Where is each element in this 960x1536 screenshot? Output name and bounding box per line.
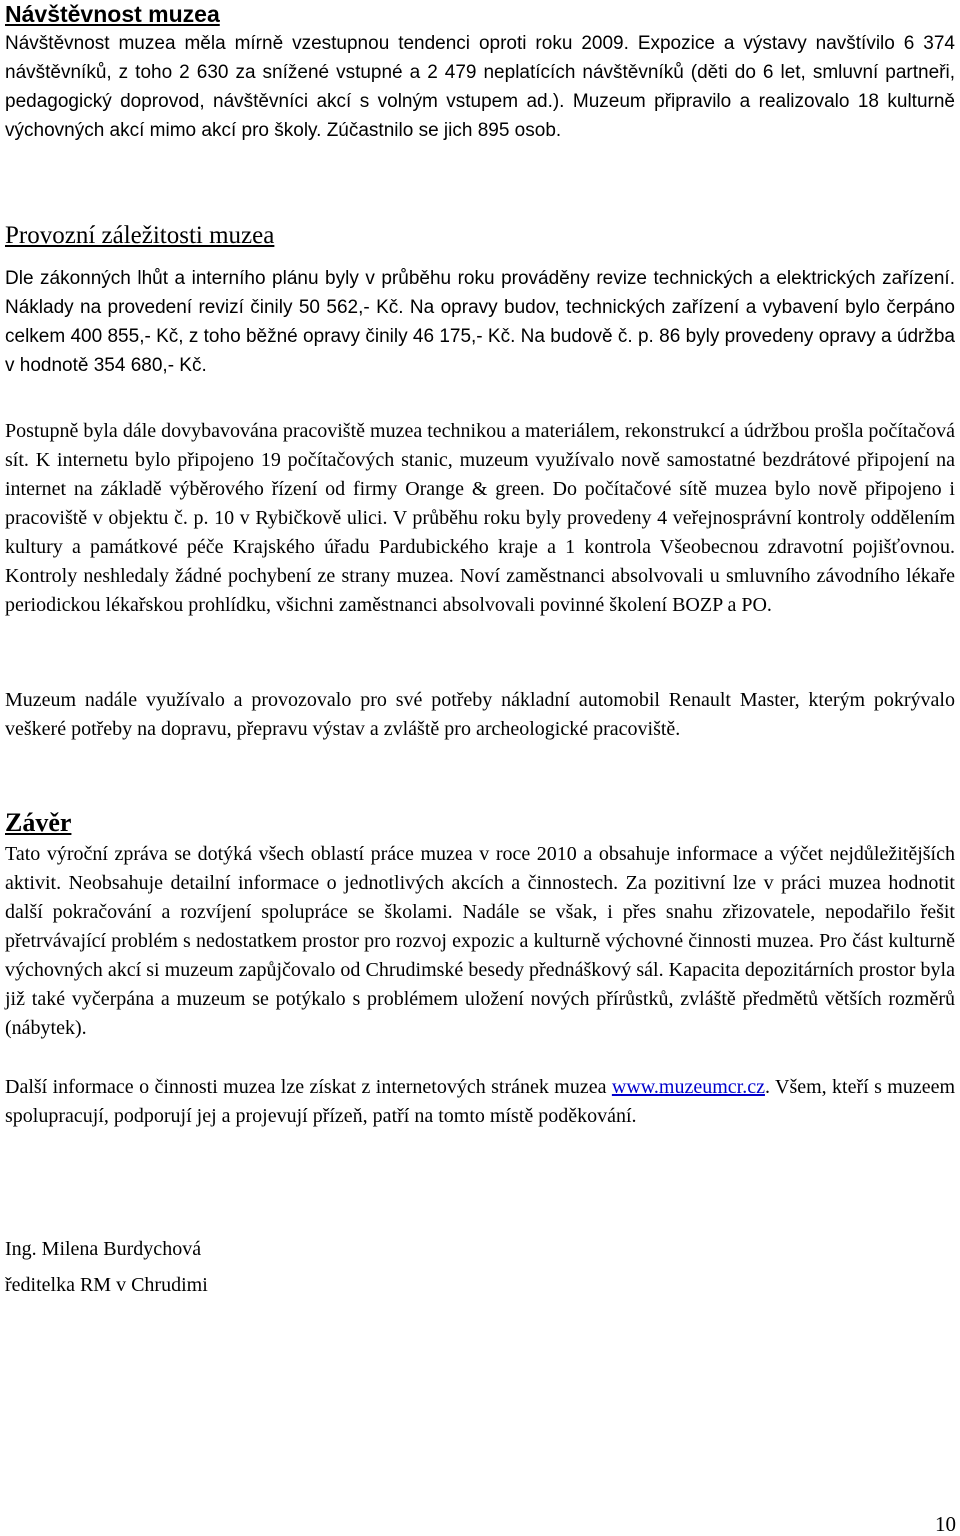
paragraph-provozni-revize: Dle zákonných lhůt a interního plánu byly v průběhu roku prováděny revize technických a elektrických zařízení. Náklady na provedení revizí činily 50 562,- Kč. Na opravy budov, technických zařízení a vybavení bylo čerpáno celkem 400 855,- Kč, z toho běžné opravy činily 46 175,- Kč. Na budově č. p. 86 byly provedeny opravy a údržba v hodnotě 354 680,- Kč. bbox=[5, 268, 955, 376]
signature-title: ředitelka RM v Chrudimi bbox=[5, 1274, 208, 1296]
paragraph-provozni-automobil: Muzeum nadále využívalo a provozovalo pro své potřeby nákladní automobil Renault Master, kterým pokrývalo veškeré potřeby na dopravu, přepravu výstav a zvláště pro archeologické pracoviště. bbox=[5, 689, 955, 740]
paragraph-zaver: Tato výroční zpráva se dotýká všech oblastí práce muzea v roce 2010 a obsahuje informace a výčet nejdůležitějších aktivit. Neobsahuje detailní informace o jednotlivých akcích a činnostech. Za pozitivní lze v práci muzea hodnotit další pokračování a rozvíjení spolupráce se školami. Nadále se však, i přes snahu zřizovatele, nepodařilo řešit přetrvávající problém s nedostatkem prostor pro rozvoj expozic a kulturně výchovné činnosti muzea. Pro část kulturně výchovných akcí si muzeum zapůjčovalo od Chrudimské besedy přednáškový sál. Kapacita depozitárních prostor byla již také vyčerpána a muzeum se potýkalo s problémem uložení nových přírůstků, zvláště předmětů větších rozměrů (nábytek). bbox=[5, 843, 955, 1039]
paragraph-navstevnost: Návštěvnost muzea měla mírně vzestupnou tendenci oproti roku 2009. Expozice a výstavy navštívilo 6 374 návštěvníků, z toho 2 630 za snížené vstupné a 2 479 neplatících návštěvníků (děti do 6 let, smluvní partneři, pedagogický doprovod, návštěvníci akcí s volným vstupem ad.). Muzeum připravilo a realizovalo 18 kulturně výchovných akcí mimo akcí pro školy. Zúčastnilo se jich 895 osob. bbox=[5, 33, 955, 141]
signature-name: Ing. Milena Burdychová bbox=[5, 1238, 202, 1260]
paragraph-dalsi-informace-text: Další informace o činnosti muzea lze získat z internetových stránek muzea bbox=[5, 1076, 607, 1098]
website-link[interactable]: www.muzeumcr.cz bbox=[611, 1076, 765, 1098]
page-number: 10 bbox=[935, 1512, 956, 1536]
paragraph-dekovani-text: . Všem, kteří s muzeem spolupracují, podporují jej a projevují přízeň, patří na tomto místě poděkování. bbox=[5, 1076, 956, 1127]
heading-provozni: Provozní záležitosti muzea bbox=[5, 222, 275, 249]
paragraph-dalsi-informace bbox=[5, 1073, 955, 1131]
heading-navstevnost: Návštěvnost muzea bbox=[5, 1, 220, 27]
paragraph-provozni-vybaveni: Postupně byla dále dovybavována pracoviště muzea technikou a materiálem, rekonstrukcí a údržbou prošla počítačová sít. K internetu bylo připojeno 19 počítačových stanic, muzeum využívalo nově samostatné bezdrátové připojení na internet na základě výběrového řízení od firmy Orange & green. Do počítačové sítě muzea bylo nově připojeno i pracoviště v objektu č. p. 10 v Rybičkově ulici. V průběhu roku byly provedeny 4 veřejnosprávní kontroly oddělením kultury a památkové péče Krajského úřadu Pardubického kraje a 1 kontrola Všeobecnou zdravotní pojišťovnou. Kontroly neshledaly žádné pochybení ze strany muzea. Noví zaměstnanci absolvovali u smluvního závodního lékaře periodickou lékařskou prohlídku, všichni zaměstnanci absolvovali povinné školení BOZP a PO. bbox=[5, 420, 955, 616]
heading-zaver: Závěr bbox=[5, 808, 72, 837]
